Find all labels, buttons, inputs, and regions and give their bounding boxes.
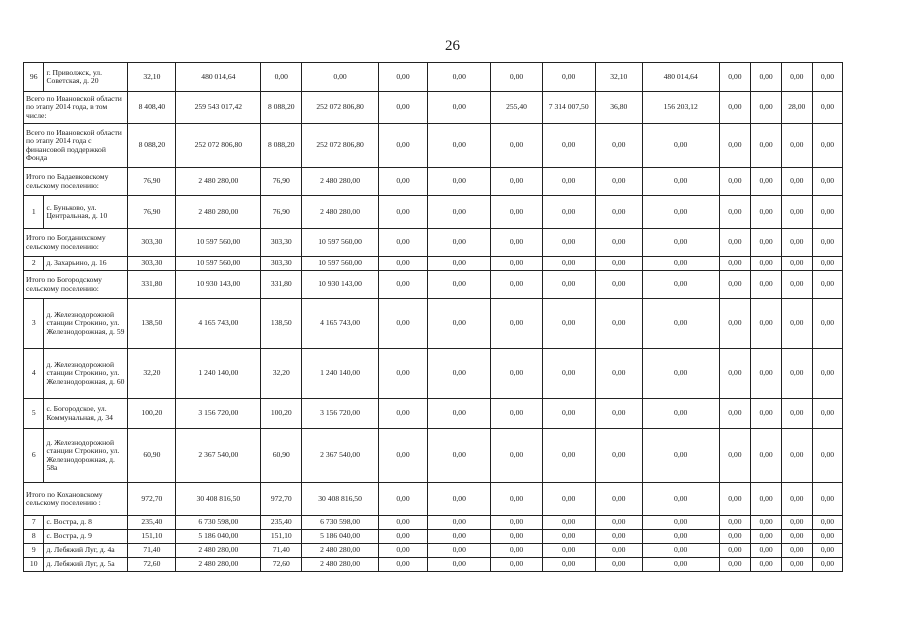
table-row: [24, 530, 870, 544]
value-cell: 0,00: [719, 530, 751, 544]
value-cell: 0,00: [491, 229, 542, 257]
value-cell: 0,00: [428, 229, 491, 257]
value-cell: 0,00: [751, 92, 782, 124]
value-cell: 0,00: [719, 299, 751, 349]
value-cell: 5 186 040,00: [176, 530, 261, 544]
row-number: 6: [24, 429, 44, 483]
value-cell: 255,40: [491, 92, 542, 124]
value-cell: 972,70: [261, 483, 302, 516]
value-cell: 76,90: [128, 196, 176, 229]
value-cell: 0,00: [595, 124, 642, 168]
value-cell: 0,00: [812, 92, 843, 124]
value-cell: 0,00: [595, 530, 642, 544]
value-cell: 0,00: [781, 168, 812, 196]
value-cell: 0,00: [428, 124, 491, 168]
value-cell: 0,00: [642, 530, 719, 544]
value-cell: 30 408 816,50: [176, 483, 261, 516]
value-cell: 0,00: [812, 271, 843, 299]
value-cell: 0,00: [812, 229, 843, 257]
value-cell: 0,00: [812, 257, 843, 271]
value-cell: 0,00: [378, 530, 427, 544]
value-cell: 0,00: [491, 530, 542, 544]
value-cell: 0,00: [378, 558, 427, 572]
value-cell: 0,00: [542, 229, 595, 257]
value-cell: 0,00: [719, 257, 751, 271]
value-cell: 0,00: [428, 271, 491, 299]
value-cell: 0,00: [428, 257, 491, 271]
value-cell: 0,00: [781, 429, 812, 483]
value-cell: 0,00: [719, 63, 751, 92]
row-number: 3: [24, 299, 44, 349]
value-cell: 151,10: [261, 530, 302, 544]
value-cell: 0,00: [595, 229, 642, 257]
value-cell: 0,00: [812, 299, 843, 349]
value-cell: 10 597 560,00: [302, 229, 379, 257]
value-cell: 0,00: [719, 168, 751, 196]
value-cell: 0,00: [781, 516, 812, 530]
table-row: [24, 516, 870, 530]
value-cell: 0,00: [428, 299, 491, 349]
table-row: [24, 558, 870, 572]
value-cell: 2 480 280,00: [302, 558, 379, 572]
value-cell: 138,50: [261, 299, 302, 349]
value-cell: 0,00: [595, 429, 642, 483]
value-cell: 0,00: [491, 196, 542, 229]
row-address: с. Буньково, ул. Центральная, д. 10: [44, 196, 128, 229]
value-cell: 0,00: [378, 168, 427, 196]
value-cell: 0,00: [428, 196, 491, 229]
value-cell: 0,00: [542, 558, 595, 572]
table-total-row: [24, 124, 870, 168]
value-cell: 0,00: [595, 399, 642, 429]
value-cell: 0,00: [378, 196, 427, 229]
value-cell: 235,40: [261, 516, 302, 530]
value-cell: 76,90: [261, 196, 302, 229]
value-cell: 60,90: [261, 429, 302, 483]
value-cell: 0,00: [751, 168, 782, 196]
value-cell: 2 480 280,00: [302, 168, 379, 196]
value-cell: 0,00: [642, 271, 719, 299]
value-cell: 2 367 540,00: [302, 429, 379, 483]
value-cell: 8 088,20: [261, 124, 302, 168]
value-cell: 0,00: [642, 349, 719, 399]
value-cell: 0,00: [751, 124, 782, 168]
value-cell: 0,00: [542, 168, 595, 196]
value-cell: 8 088,20: [261, 92, 302, 124]
value-cell: 0,00: [812, 196, 843, 229]
row-address: д. Железнодорожной станции Строкино, ул. Железнодорожная, д. 59: [44, 299, 128, 349]
value-cell: 0,00: [642, 483, 719, 516]
value-cell: 0,00: [642, 299, 719, 349]
value-cell: 0,00: [378, 349, 427, 399]
row-number: 1: [24, 196, 44, 229]
value-cell: 30 408 816,50: [302, 483, 379, 516]
value-cell: 8 408,40: [128, 92, 176, 124]
value-cell: 0,00: [428, 558, 491, 572]
value-cell: 0,00: [491, 516, 542, 530]
value-cell: 8 088,20: [128, 124, 176, 168]
value-cell: 0,00: [812, 558, 843, 572]
value-cell: 0,00: [781, 257, 812, 271]
value-cell: 0,00: [491, 429, 542, 483]
value-cell: 0,00: [378, 271, 427, 299]
row-number: 2: [24, 257, 44, 271]
value-cell: 72,60: [128, 558, 176, 572]
value-cell: 0,00: [781, 299, 812, 349]
value-cell: 2 367 540,00: [176, 429, 261, 483]
value-cell: 76,90: [261, 168, 302, 196]
value-cell: 71,40: [261, 544, 302, 558]
row-address: д. Железнодорожной станции Строкино, ул. Железнодорожная, д. 58а: [44, 429, 128, 483]
value-cell: 0,00: [491, 63, 542, 92]
value-cell: 1 240 140,00: [302, 349, 379, 399]
value-cell: 0,00: [751, 530, 782, 544]
value-cell: 0,00: [781, 544, 812, 558]
value-cell: 0,00: [719, 558, 751, 572]
value-cell: 0,00: [595, 544, 642, 558]
value-cell: 0,00: [719, 429, 751, 483]
value-cell: 0,00: [781, 558, 812, 572]
value-cell: 0,00: [595, 299, 642, 349]
value-cell: 0,00: [378, 544, 427, 558]
value-cell: 0,00: [781, 530, 812, 544]
value-cell: 0,00: [378, 92, 427, 124]
value-cell: 0,00: [719, 271, 751, 299]
value-cell: 0,00: [751, 516, 782, 530]
value-cell: 7 314 007,50: [542, 92, 595, 124]
value-cell: 0,00: [812, 349, 843, 399]
value-cell: 0,00: [719, 544, 751, 558]
value-cell: 0,00: [751, 349, 782, 399]
value-cell: 0,00: [781, 196, 812, 229]
value-cell: 0,00: [542, 544, 595, 558]
value-cell: 0,00: [751, 257, 782, 271]
value-cell: 0,00: [642, 429, 719, 483]
value-cell: 0,00: [378, 516, 427, 530]
value-cell: 331,80: [261, 271, 302, 299]
value-cell: 3 156 720,00: [176, 399, 261, 429]
table-row: [24, 429, 870, 483]
table-row: [24, 399, 870, 429]
value-cell: 10 597 560,00: [176, 257, 261, 271]
value-cell: 138,50: [128, 299, 176, 349]
value-cell: 0,00: [491, 257, 542, 271]
value-cell: 0,00: [812, 530, 843, 544]
value-cell: 0,00: [642, 558, 719, 572]
value-cell: 0,00: [542, 196, 595, 229]
row-address: с. Востра, д. 9: [44, 530, 128, 544]
value-cell: 32,10: [595, 63, 642, 92]
table-total-row: [24, 483, 870, 516]
value-cell: 1 240 140,00: [176, 349, 261, 399]
row-address: д. Захарьино, д. 16: [44, 257, 128, 271]
value-cell: 0,00: [595, 168, 642, 196]
value-cell: 0,00: [719, 483, 751, 516]
value-cell: 156 203,12: [642, 92, 719, 124]
row-address: д. Железнодорожной станции Строкино, ул. Железнодорожная, д. 60: [44, 349, 128, 399]
value-cell: 60,90: [128, 429, 176, 483]
value-cell: 0,00: [491, 349, 542, 399]
value-cell: 0,00: [542, 271, 595, 299]
value-cell: 0,00: [719, 124, 751, 168]
value-cell: 0,00: [428, 483, 491, 516]
value-cell: 0,00: [812, 124, 843, 168]
value-cell: 0,00: [642, 168, 719, 196]
value-cell: 0,00: [719, 516, 751, 530]
row-group-label: Итого по Кохановскому сельскому поселению :: [24, 483, 128, 516]
row-group-label: Итого по Бадаевковскому сельскому поселению:: [24, 168, 128, 196]
value-cell: 0,00: [428, 544, 491, 558]
value-cell: 0,00: [719, 399, 751, 429]
housing-program-table: [23, 62, 870, 572]
value-cell: 303,30: [261, 229, 302, 257]
value-cell: 0,00: [642, 399, 719, 429]
value-cell: 0,00: [781, 271, 812, 299]
row-number: 4: [24, 349, 44, 399]
page-number: 26: [445, 38, 460, 54]
value-cell: 972,70: [128, 483, 176, 516]
table-total-row: [24, 168, 870, 196]
value-cell: 0,00: [812, 63, 843, 92]
value-cell: 0,00: [261, 63, 302, 92]
value-cell: 0,00: [751, 63, 782, 92]
value-cell: 303,30: [128, 229, 176, 257]
value-cell: 6 730 598,00: [302, 516, 379, 530]
value-cell: 0,00: [812, 516, 843, 530]
value-cell: 10 930 143,00: [302, 271, 379, 299]
table-row: [24, 349, 870, 399]
value-cell: 0,00: [751, 299, 782, 349]
value-cell: 0,00: [812, 544, 843, 558]
table-total-row: [24, 92, 870, 124]
value-cell: 2 480 280,00: [302, 544, 379, 558]
value-cell: 0,00: [595, 257, 642, 271]
row-number: 96: [24, 63, 44, 92]
value-cell: 4 165 743,00: [302, 299, 379, 349]
row-address: с. Востра, д. 8: [44, 516, 128, 530]
value-cell: 0,00: [781, 349, 812, 399]
value-cell: 331,80: [128, 271, 176, 299]
value-cell: 0,00: [491, 271, 542, 299]
row-group-label: Итого по Богородскому сельскому поселению:: [24, 271, 128, 299]
value-cell: 303,30: [128, 257, 176, 271]
value-cell: 0,00: [378, 63, 427, 92]
value-cell: 0,00: [595, 516, 642, 530]
value-cell: 0,00: [595, 349, 642, 399]
value-cell: 0,00: [781, 483, 812, 516]
value-cell: 0,00: [751, 558, 782, 572]
value-cell: 235,40: [128, 516, 176, 530]
value-cell: 0,00: [491, 124, 542, 168]
value-cell: 0,00: [428, 92, 491, 124]
value-cell: 71,40: [128, 544, 176, 558]
value-cell: 2 480 280,00: [176, 196, 261, 229]
row-address: д. Лебяжий Луг, д. 5а: [44, 558, 128, 572]
value-cell: 10 597 560,00: [176, 229, 261, 257]
value-cell: 0,00: [428, 349, 491, 399]
value-cell: 0,00: [491, 483, 542, 516]
value-cell: 0,00: [719, 92, 751, 124]
row-group-label: Всего по Ивановской области по этапу 2014 года, в том числе:: [24, 92, 128, 124]
value-cell: 0,00: [491, 544, 542, 558]
value-cell: 0,00: [751, 229, 782, 257]
value-cell: 10 597 560,00: [302, 257, 379, 271]
value-cell: 36,80: [595, 92, 642, 124]
table-total-row: [24, 229, 870, 257]
row-number: 7: [24, 516, 44, 530]
value-cell: 0,00: [751, 544, 782, 558]
row-number: 10: [24, 558, 44, 572]
value-cell: 5 186 040,00: [302, 530, 379, 544]
table-row: [24, 544, 870, 558]
value-cell: 0,00: [542, 124, 595, 168]
value-cell: 0,00: [751, 196, 782, 229]
value-cell: 0,00: [642, 196, 719, 229]
value-cell: 2 480 280,00: [176, 558, 261, 572]
value-cell: 303,30: [261, 257, 302, 271]
value-cell: 0,00: [378, 257, 427, 271]
value-cell: 0,00: [781, 124, 812, 168]
value-cell: 0,00: [719, 229, 751, 257]
value-cell: 3 156 720,00: [302, 399, 379, 429]
value-cell: 0,00: [642, 516, 719, 530]
value-cell: 0,00: [302, 63, 379, 92]
value-cell: 0,00: [491, 558, 542, 572]
value-cell: 0,00: [428, 399, 491, 429]
value-cell: 0,00: [812, 168, 843, 196]
value-cell: 0,00: [542, 299, 595, 349]
value-cell: 0,00: [642, 257, 719, 271]
table-total-row: [24, 271, 870, 299]
value-cell: 0,00: [428, 530, 491, 544]
value-cell: 480 014,64: [176, 63, 261, 92]
value-cell: 0,00: [542, 530, 595, 544]
value-cell: 0,00: [719, 196, 751, 229]
value-cell: 0,00: [428, 429, 491, 483]
value-cell: 259 543 017,42: [176, 92, 261, 124]
row-address: д. Лебяжий Луг, д. 4а: [44, 544, 128, 558]
value-cell: 0,00: [812, 399, 843, 429]
value-cell: 0,00: [428, 168, 491, 196]
value-cell: 252 072 806,80: [176, 124, 261, 168]
table-row: [24, 257, 870, 271]
value-cell: 0,00: [595, 558, 642, 572]
value-cell: 0,00: [542, 63, 595, 92]
row-number: 5: [24, 399, 44, 429]
value-cell: 0,00: [378, 399, 427, 429]
value-cell: 0,00: [428, 516, 491, 530]
row-address: г. Приволжск, ул. Советская, д. 20: [44, 63, 128, 92]
value-cell: 0,00: [719, 349, 751, 399]
row-group-label: Всего по Ивановской области по этапу 2014 года с финансовой поддержкой Фонда: [24, 124, 128, 168]
value-cell: 0,00: [812, 429, 843, 483]
value-cell: 0,00: [642, 124, 719, 168]
value-cell: 0,00: [378, 299, 427, 349]
value-cell: 2 480 280,00: [176, 544, 261, 558]
value-cell: 151,10: [128, 530, 176, 544]
value-cell: 0,00: [781, 399, 812, 429]
value-cell: 32,10: [128, 63, 176, 92]
value-cell: 0,00: [751, 429, 782, 483]
value-cell: 0,00: [781, 63, 812, 92]
value-cell: 10 930 143,00: [176, 271, 261, 299]
value-cell: 0,00: [378, 483, 427, 516]
row-address: с. Богородское, ул. Коммунальная, д. 34: [44, 399, 128, 429]
table-row: [24, 299, 870, 349]
value-cell: 0,00: [751, 399, 782, 429]
value-cell: 0,00: [751, 271, 782, 299]
value-cell: 0,00: [378, 429, 427, 483]
table-row: [24, 196, 870, 229]
value-cell: 100,20: [261, 399, 302, 429]
value-cell: 6 730 598,00: [176, 516, 261, 530]
value-cell: 0,00: [542, 483, 595, 516]
value-cell: 0,00: [491, 399, 542, 429]
value-cell: 0,00: [378, 229, 427, 257]
value-cell: 0,00: [812, 483, 843, 516]
value-cell: 2 480 280,00: [302, 196, 379, 229]
value-cell: 2 480 280,00: [176, 168, 261, 196]
value-cell: 0,00: [542, 349, 595, 399]
value-cell: 252 072 806,80: [302, 92, 379, 124]
value-cell: 0,00: [595, 271, 642, 299]
value-cell: 76,90: [128, 168, 176, 196]
table-row: [24, 63, 870, 92]
value-cell: 0,00: [595, 483, 642, 516]
value-cell: 0,00: [781, 229, 812, 257]
value-cell: 0,00: [491, 168, 542, 196]
value-cell: 72,60: [261, 558, 302, 572]
value-cell: 0,00: [542, 399, 595, 429]
value-cell: 32,20: [261, 349, 302, 399]
value-cell: 0,00: [542, 429, 595, 483]
row-number: 9: [24, 544, 44, 558]
value-cell: 480 014,64: [642, 63, 719, 92]
value-cell: 0,00: [378, 124, 427, 168]
value-cell: 0,00: [491, 299, 542, 349]
value-cell: 252 072 806,80: [302, 124, 379, 168]
value-cell: 0,00: [542, 257, 595, 271]
value-cell: 100,20: [128, 399, 176, 429]
value-cell: 0,00: [751, 483, 782, 516]
value-cell: 32,20: [128, 349, 176, 399]
row-number: 8: [24, 530, 44, 544]
value-cell: 0,00: [642, 229, 719, 257]
value-cell: 0,00: [542, 516, 595, 530]
value-cell: 28,00: [781, 92, 812, 124]
value-cell: 0,00: [428, 63, 491, 92]
value-cell: 0,00: [595, 196, 642, 229]
row-group-label: Итого по Богданихскому сельскому поселению:: [24, 229, 128, 257]
value-cell: 0,00: [642, 544, 719, 558]
value-cell: 4 165 743,00: [176, 299, 261, 349]
